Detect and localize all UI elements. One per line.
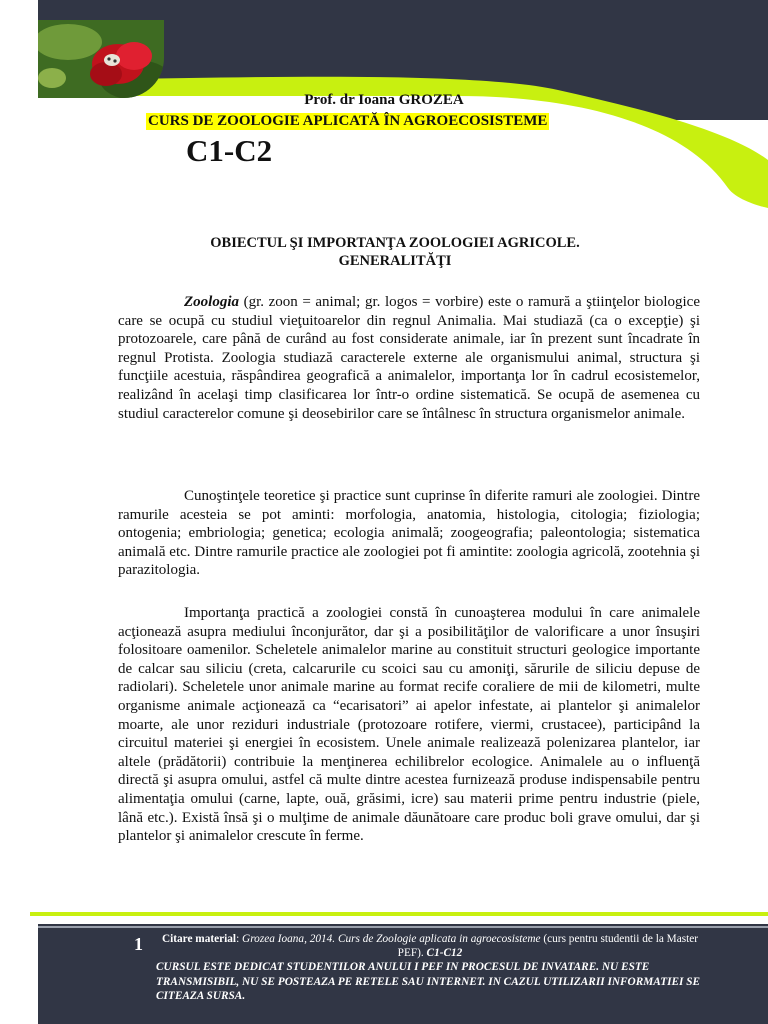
left-margin — [0, 0, 38, 1024]
heading-line-2: GENERALITĂŢI — [338, 253, 452, 269]
citation-tail: (curs pentru studentii de la Master PEF). — [397, 933, 699, 960]
heading-line-1: OBIECTUL ŞI IMPORTANŢA ZOOLOGIEI AGRICOLE. — [210, 235, 580, 251]
paragraph-2-text: Cunoştinţele teoretice şi practice sunt cuprinse în diferite ramuri ale zoologiei. Dintre ramurile acesteia se pot aminti: morfologia, anatomia, histologia, citologia; fiziologia; ontogenia; embriologia; genetica; ecologia animală; zoogeografia; paleontologia; sistematica animală etc. Dintre ramurile practice ale zoologiei pot fi amintite: zoologia agricolă, zootehnia şi parazitologia. — [118, 488, 700, 579]
paragraph-1-text: (gr. zoon = animal; gr. logos = vorbire) este o ramură a ştiinţelor biologice care se ocupă cu studiul vieţuitoarelor din regnul Animalia. Mai studiază (ca o excepţie) şi protozoarele, care până de curând au fost considerate animale, iar în prezent sunt încadrate în regnul Protista. Zoologia studiază caracterele externe ale organismului animal, structura şi funcţiile acestuia, răspândirea geografică a animalelor, importanţa lor în cadrul ecosistemelor, realizând în acelaşi timp clasificarea lor într-o ordine sistematică. Se ocupă de asemenea cu studiul caracterelor comune şi deosebirilor care se întâlnesc în structura organismelor animale. — [118, 294, 700, 422]
ladybug-flower-photo — [38, 20, 164, 98]
course-title: CURS DE ZOOLOGIE APLICATĂ ÎN AGROECOSISTEME — [148, 113, 548, 129]
section-heading — [90, 234, 700, 270]
citation-code: C1-C12 — [426, 947, 463, 960]
page-number: 1 — [134, 934, 143, 954]
citation-separator: : — [236, 933, 243, 945]
footer-green-rule — [30, 912, 768, 916]
footer-divider — [38, 926, 768, 928]
term-zoologia: Zoologia — [184, 294, 239, 310]
citation-text: Grozea Ioana, 2014. Curs de Zoologie aplicata in agroecosisteme — [242, 933, 541, 945]
author-name: Prof. dr Ioana GROZEA — [304, 92, 464, 108]
paragraph-3-text: Importanţa practică a zoologiei constă în cunoaşterea modului în care animalele acţionează asupra mediului înconjurător, dar şi a posibilităţilor de valorificare a unor însuşiri folositoare oamenilor. Scheletele animalelor marine au constituit structuri geologice importante de calcar sau siliciu (creta, calcarurile cu scoici sau cu amoniţi, sărurile de siliciu depuse de radiolari). Scheletele unor animale marine au format recife coraliere de mii de kilometri, multe organisme animale acţionează ca “ecarisatori” ai apelor infestate, ai plantelor şi animalelor moarte, ale unor reziduri industriale (protozoare rotifere, viermi, crustacee), participând la circuitul materiei şi energiei în ecosistem. Unele animale realizează polenizarea plantelor, iar altele (prădătorii) contribuie la menţinerea echilibrelor ecologice. Animalele au o influenţă directă şi asupra omului, astfel că multe dintre acestea furnizează produse indispensabile pentru alimentaţia omului (carne, lapte, ouă, grăsimi, icre) sau materii prime pentru industrie (piele, lână etc.). Există însă şi o mulţime de animale dăunătoare care produc boli grave omului, dar şi plantelor şi animalelor crescute în ferme. — [118, 605, 700, 845]
course-code: C1-C2 — [186, 133, 273, 168]
paragraph-branches — [118, 487, 700, 580]
footer-notice: CURSUL ESTE DEDICAT STUDENTILOR ANULUI I PEF IN PROCESUL DE INVATARE. NU ESTE TRANSMISIBIL, NU SE POSTEAZA PE RETELE SAU INTERNET. IN CAZUL UTILIZARII INFORMATIEI SE CITEAZA SURSA. — [156, 961, 701, 1002]
paragraph-importance — [118, 604, 700, 846]
paragraph-zoologia — [118, 293, 700, 423]
citation-label: Citare material — [161, 933, 237, 945]
footer-citation — [156, 932, 704, 1003]
